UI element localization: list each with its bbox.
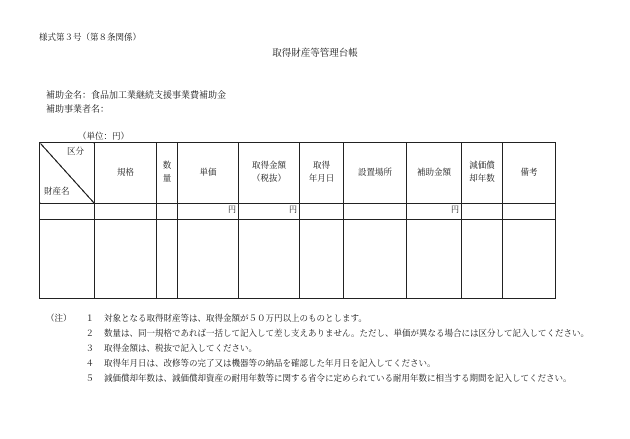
subsidy-name-row xyxy=(46,88,226,101)
header-depreciation-years: 減価償 却年数 xyxy=(462,143,503,204)
note-number: ５ xyxy=(85,374,94,384)
asset-name-cell[interactable] xyxy=(40,204,95,220)
subsidy-amount-cell[interactable] xyxy=(407,204,462,220)
header-location: 設置場所 xyxy=(344,143,407,204)
note-number: ２ xyxy=(85,329,94,339)
diagonal-header-cell xyxy=(40,143,95,204)
unit-price-cell[interactable] xyxy=(178,204,239,220)
note-number: ４ xyxy=(85,359,94,369)
note-number: ３ xyxy=(85,344,94,354)
acquisition-amount-cell[interactable] xyxy=(239,220,300,299)
note-item xyxy=(46,372,624,387)
note-item xyxy=(46,342,624,357)
note-text: 数量は、同一規格であれば一括して記入して差し支えありません。ただし、単価が異なる場合には区分して記入してください。 xyxy=(104,329,590,339)
yen-unit: 円 xyxy=(228,205,236,214)
notes-label: （注） xyxy=(46,314,72,324)
header-row xyxy=(40,143,556,204)
subsidy-name-label: 補助金名： xyxy=(46,91,92,101)
header-acquisition-date: 取得 年月日 xyxy=(300,143,344,204)
header-unit-price: 単価 xyxy=(178,143,239,204)
depreciation-years-cell[interactable] xyxy=(462,220,503,299)
subsidy-amount-cell[interactable] xyxy=(407,220,462,299)
asset-name-cell[interactable] xyxy=(40,220,95,299)
depreciation-years-cell[interactable] xyxy=(462,204,503,220)
note-item xyxy=(46,327,624,342)
note-item xyxy=(46,312,624,327)
notes-section xyxy=(46,312,624,387)
category-label: 区分 xyxy=(66,147,84,157)
yen-unit: 円 xyxy=(289,205,297,214)
note-text: 対象となる取得財産等は、取得金額が５０万円以上のものとします。 xyxy=(104,314,367,324)
asset-table xyxy=(39,142,556,299)
form-number: 様式第３号（第８条関係） xyxy=(39,33,142,43)
header-acquisition-amount: 取得金額 （税抜） xyxy=(239,143,300,204)
operator-name-label: 補助事業者名： xyxy=(46,105,110,115)
quantity-cell[interactable] xyxy=(157,220,178,299)
spec-cell[interactable] xyxy=(95,220,157,299)
asset-name-label: 財産名 xyxy=(44,187,70,197)
location-cell[interactable] xyxy=(344,204,407,220)
remarks-cell[interactable] xyxy=(503,204,556,220)
remarks-cell[interactable] xyxy=(503,220,556,299)
note-text: 取得年月日は、改修等の完了又は機器等の納品を確認した年月日を記入してください。 xyxy=(104,359,436,369)
quantity-cell[interactable] xyxy=(157,204,178,220)
yen-unit: 円 xyxy=(451,205,459,214)
document-title: 取得財産等管理台帳 xyxy=(272,48,358,59)
header-spec: 規格 xyxy=(95,143,157,204)
note-number: １ xyxy=(85,314,94,324)
acquisition-amount-cell[interactable] xyxy=(239,204,300,220)
acquisition-date-cell[interactable] xyxy=(300,204,344,220)
operator-name-row xyxy=(46,102,109,115)
table-row xyxy=(40,220,556,299)
acquisition-date-cell[interactable] xyxy=(300,220,344,299)
unit-price-cell[interactable] xyxy=(178,220,239,299)
note-text: 取得金額は、税抜で記入してください。 xyxy=(104,344,258,354)
header-remarks: 備考 xyxy=(503,143,556,204)
location-cell[interactable] xyxy=(344,220,407,299)
note-item xyxy=(46,357,624,372)
table-row xyxy=(40,204,556,220)
header-quantity: 数 量 xyxy=(157,143,178,204)
unit-label: （単位：円） xyxy=(78,132,130,142)
header-subsidy-amount: 補助金額 xyxy=(407,143,462,204)
note-text: 減価償却年数は、減価償却資産の耐用年数等に関する省令に定められている耐用年数に相当する期間を記入してください。 xyxy=(104,374,572,384)
subsidy-name-value: 食品加工業継続支援事業費補助金 xyxy=(91,91,227,101)
spec-cell[interactable] xyxy=(95,204,157,220)
